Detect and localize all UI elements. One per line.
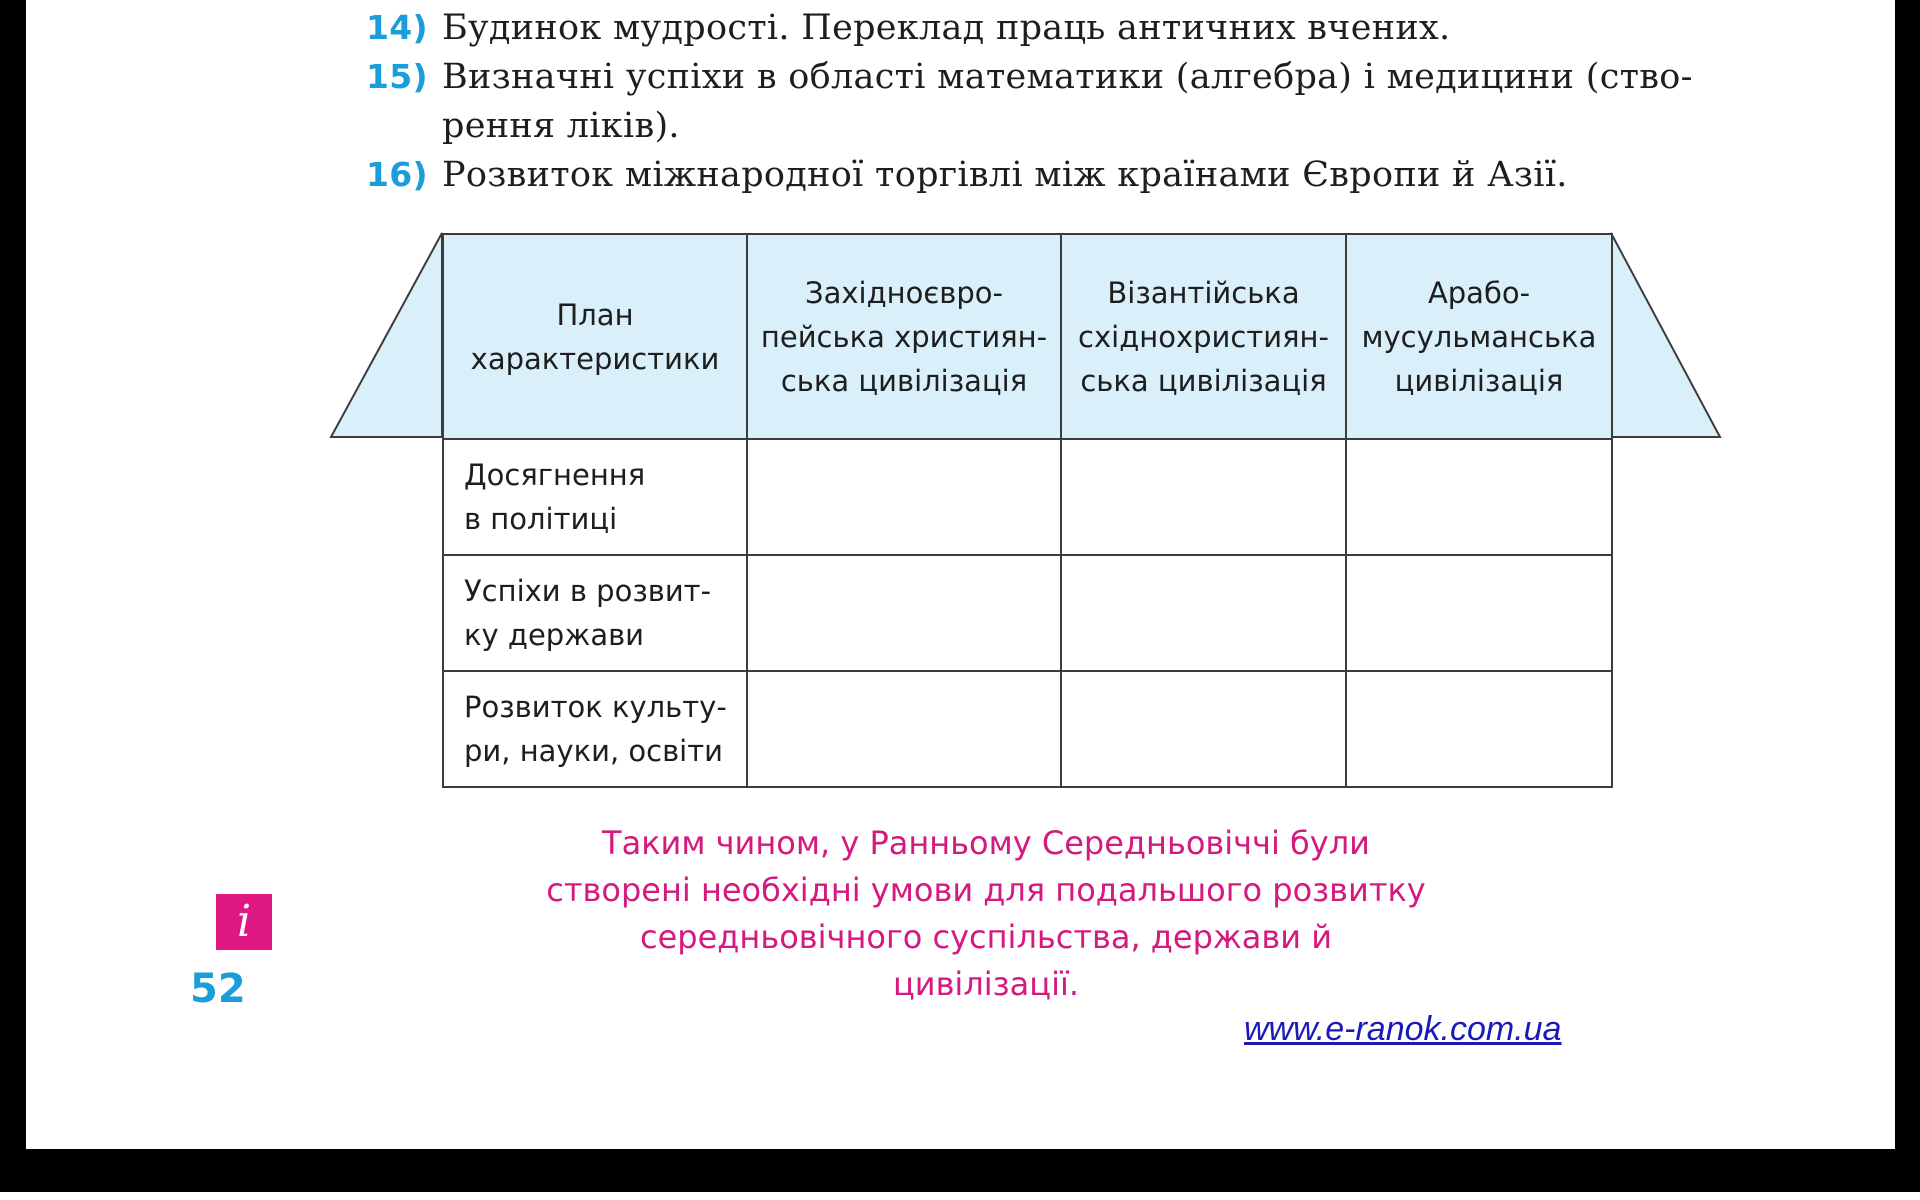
empty-cell[interactable] [747,671,1061,787]
empty-cell[interactable] [747,555,1061,671]
table-header-row [443,234,1612,439]
table-row [443,439,1612,555]
list-text: Визначні успіхи в області математики (алгебра) і медицини (ство- [442,57,1693,97]
header-plan: План характеристики [443,234,747,439]
list-number: 16) [366,155,428,194]
next-page-edge [0,1192,1920,1200]
header-arab-muslim: Арабо- мусульманська цивілізація [1346,234,1612,439]
empty-cell[interactable] [1061,671,1346,787]
conclusion-text: Таким чином, у Ранньому Середньовіччі були створені необхідні умови для подальшого розвитку середньовічного суспільства, держави й цивілізації. [546,824,1426,1003]
list-number: 14) [366,8,428,47]
list-text: Будинок мудрості. Переклад праць античних вчених. [442,8,1451,48]
row-label-politics: Досягнення в політиці [443,439,747,555]
table-row [443,671,1612,787]
list-text: рення ліків). [442,106,680,146]
header-western-european: Західноєвро- пейська християн- ська цивілізація [747,234,1061,439]
civilization-comparison-table [442,233,1613,788]
page-number: 52 [190,966,246,1012]
list-number: 15) [366,57,428,96]
textbook-page [26,0,1895,1149]
empty-cell[interactable] [1346,671,1612,787]
table-row [443,555,1612,671]
empty-cell[interactable] [1061,555,1346,671]
empty-cell[interactable] [1346,439,1612,555]
header-left-wing [331,233,442,437]
empty-cell[interactable] [1346,555,1612,671]
header-right-wing [1611,233,1720,437]
empty-cell[interactable] [1061,439,1346,555]
row-label-culture: Розвиток культу- ри, науки, освіти [443,671,747,787]
row-label-state: Успіхи в розвит- ку держави [443,555,747,671]
empty-cell[interactable] [747,439,1061,555]
header-byzantine: Візантійська східнохристиян- ська цивілізація [1061,234,1346,439]
list-text: Розвиток міжнародної торгівлі між країнами Європи й Азії. [442,155,1568,195]
info-icon: i [216,894,272,950]
website-link[interactable]: www.e-ranok.com.ua [1244,1010,1562,1048]
